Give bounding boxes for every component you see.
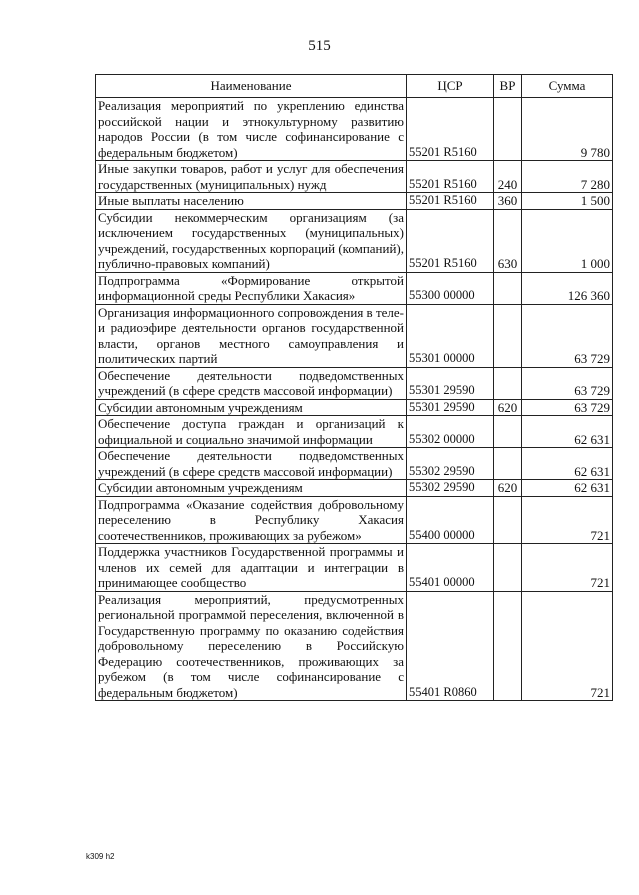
row-name-cell: Субсидии некоммерческим организациям (за исключением государственных (муниципальных) учреждений, государственных корпораций (компаний), публично-правовых компаний): [96, 209, 407, 272]
row-csr-cell: 55301 29590: [407, 367, 494, 399]
row-csr-cell: 55302 00000: [407, 416, 494, 448]
row-csr-cell: 55302 29590: [407, 480, 494, 497]
footer-code: k309 h2: [86, 852, 115, 861]
row-sum-cell: 126 360: [522, 272, 613, 304]
table-row: [96, 98, 613, 161]
row-vr-cell: [494, 591, 522, 701]
row-csr-cell: 55201 R5160: [407, 98, 494, 161]
row-sum-cell: 1 000: [522, 209, 613, 272]
row-vr-cell: 360: [494, 193, 522, 210]
row-name-cell: Обеспечение деятельности подведомственных учреждений (в сфере средств массовой информации): [96, 367, 407, 399]
row-csr-cell: 55301 00000: [407, 304, 494, 367]
row-sum-cell: 62 631: [522, 480, 613, 497]
table-row: [96, 496, 613, 544]
row-csr-cell: 55300 00000: [407, 272, 494, 304]
table-row: [96, 193, 613, 210]
table-row: [96, 209, 613, 272]
table-row: [96, 161, 613, 193]
row-csr-cell: 55201 R5160: [407, 209, 494, 272]
table-row: [96, 416, 613, 448]
row-sum-cell: 9 780: [522, 98, 613, 161]
row-vr-cell: [494, 416, 522, 448]
row-vr-cell: [494, 496, 522, 544]
row-sum-cell: 62 631: [522, 416, 613, 448]
row-vr-cell: 630: [494, 209, 522, 272]
row-sum-cell: 63 729: [522, 304, 613, 367]
row-sum-cell: 721: [522, 591, 613, 701]
table-row: [96, 480, 613, 497]
row-vr-cell: 240: [494, 161, 522, 193]
row-csr-cell: 55201 R5160: [407, 193, 494, 210]
row-csr-cell: 55401 00000: [407, 544, 494, 592]
row-name-cell: Организация информационного сопровождения в теле- и радиоэфире деятельности органов государственной власти, органов местного самоуправления и политических партий: [96, 304, 407, 367]
page-number: 515: [308, 38, 331, 54]
row-csr-cell: 55302 29590: [407, 448, 494, 480]
header-name: Наименование: [96, 75, 407, 98]
row-name-cell: Обеспечение деятельности подведомственных учреждений (в сфере средств массовой информации): [96, 448, 407, 480]
row-name-cell: Иные выплаты населению: [96, 193, 407, 210]
row-sum-cell: 721: [522, 544, 613, 592]
header-csr: ЦСР: [407, 75, 494, 98]
row-csr-cell: 55401 R0860: [407, 591, 494, 701]
row-vr-cell: [494, 367, 522, 399]
table-row: [96, 591, 613, 701]
row-name-cell: Подпрограмма «Оказание содействия добровольному переселению в Республику Хакасия соотечественников, проживающих за рубежом»: [96, 496, 407, 544]
table-row: [96, 544, 613, 592]
header-vr: ВР: [494, 75, 522, 98]
row-name-cell: Реализация мероприятий, предусмотренных региональной программой переселения, включенной в Государственную программу по оказанию содействия добровольному переселению в Российскую Федерацию соотечественников, проживающих за рубежом (в том числе софинансирование с федеральным бюджетом): [96, 591, 407, 701]
row-vr-cell: [494, 272, 522, 304]
row-name-cell: Подпрограмма «Формирование открытой информационной среды Республики Хакасия»: [96, 272, 407, 304]
row-vr-cell: 620: [494, 480, 522, 497]
row-name-cell: Иные закупки товаров, работ и услуг для обеспечения государственных (муниципальных) нужд: [96, 161, 407, 193]
row-vr-cell: [494, 98, 522, 161]
row-vr-cell: [494, 448, 522, 480]
row-name-cell: Обеспечение доступа граждан и организаций к официальной и социально значимой информации: [96, 416, 407, 448]
row-vr-cell: [494, 304, 522, 367]
row-name-cell: Субсидии автономным учреждениям: [96, 480, 407, 497]
table-row: [96, 399, 613, 416]
row-sum-cell: 62 631: [522, 448, 613, 480]
table-row: [96, 304, 613, 367]
row-vr-cell: [494, 544, 522, 592]
header-sum: Сумма: [522, 75, 613, 98]
row-vr-cell: 620: [494, 399, 522, 416]
row-csr-cell: 55400 00000: [407, 496, 494, 544]
row-sum-cell: 63 729: [522, 399, 613, 416]
row-sum-cell: 7 280: [522, 161, 613, 193]
row-sum-cell: 1 500: [522, 193, 613, 210]
row-sum-cell: 63 729: [522, 367, 613, 399]
budget-table: [95, 74, 613, 701]
row-name-cell: Поддержка участников Государственной программы и членов их семей для адаптации и интеграции в принимающее сообщество: [96, 544, 407, 592]
table-row: [96, 272, 613, 304]
table-row: [96, 448, 613, 480]
table-row: [96, 367, 613, 399]
row-csr-cell: 55301 29590: [407, 399, 494, 416]
row-csr-cell: 55201 R5160: [407, 161, 494, 193]
table-header-row: [96, 75, 613, 98]
row-sum-cell: 721: [522, 496, 613, 544]
table-body: [96, 98, 613, 701]
row-name-cell: Реализация мероприятий по укреплению единства российской нации и этнокультурному развитию народов России (в том числе софинансирование с федеральным бюджетом): [96, 98, 407, 161]
row-name-cell: Субсидии автономным учреждениям: [96, 399, 407, 416]
